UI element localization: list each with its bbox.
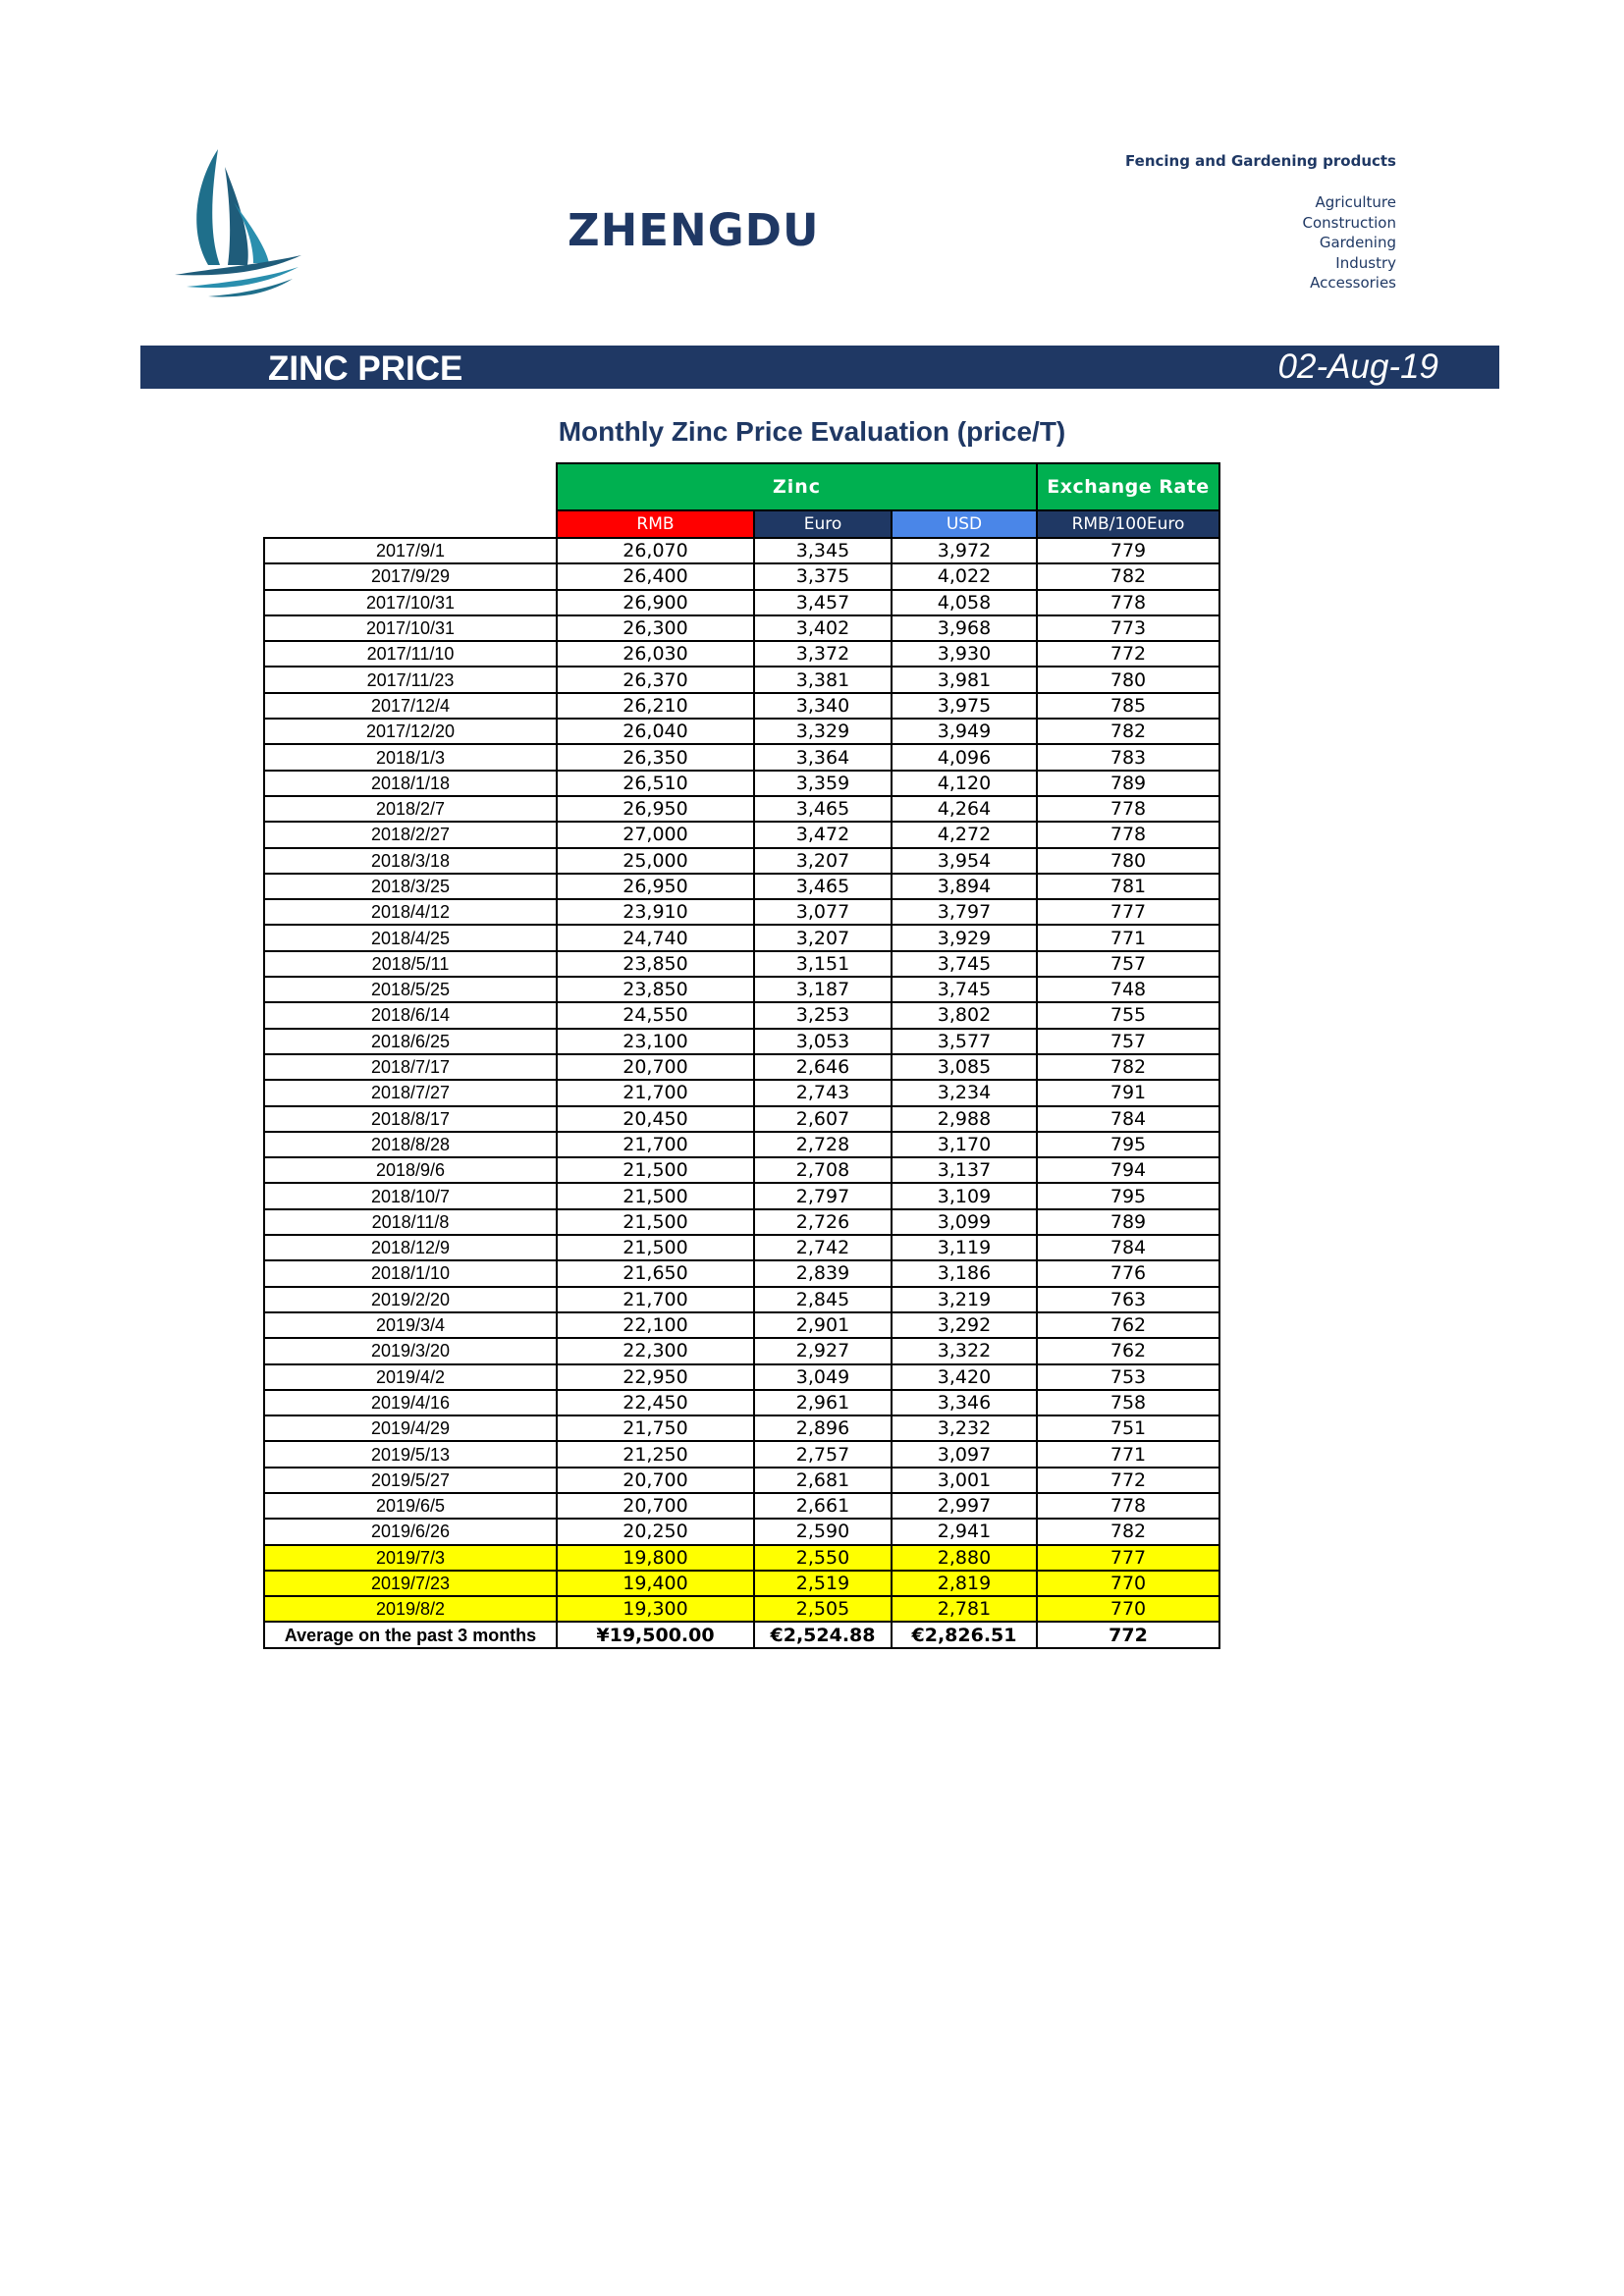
table-row bbox=[264, 1183, 1219, 1208]
cell-rate: 757 bbox=[1037, 951, 1219, 977]
cell-euro: 2,845 bbox=[754, 1287, 892, 1312]
cell-rate: 783 bbox=[1037, 744, 1219, 770]
cell-rate: 782 bbox=[1037, 563, 1219, 589]
table-row bbox=[264, 796, 1219, 822]
cell-usd: 3,085 bbox=[892, 1054, 1037, 1080]
table-row bbox=[264, 693, 1219, 719]
cell-usd: 3,170 bbox=[892, 1132, 1037, 1157]
cell-rate: 784 bbox=[1037, 1106, 1219, 1132]
cell-date: 2019/6/26 bbox=[264, 1519, 557, 1544]
cell-usd: 3,322 bbox=[892, 1338, 1037, 1363]
cell-euro: 2,661 bbox=[754, 1493, 892, 1519]
cell-rmb: 26,900 bbox=[557, 590, 754, 615]
table-row bbox=[264, 1132, 1219, 1157]
cell-rmb: 26,950 bbox=[557, 796, 754, 822]
cell-usd: 3,968 bbox=[892, 615, 1037, 641]
cell-rate: 794 bbox=[1037, 1157, 1219, 1183]
cell-usd: 3,186 bbox=[892, 1260, 1037, 1286]
cell-euro: 2,681 bbox=[754, 1468, 892, 1493]
cell-date: 2018/2/27 bbox=[264, 822, 557, 847]
cell-rate: 778 bbox=[1037, 590, 1219, 615]
cell-euro: 3,187 bbox=[754, 977, 892, 1002]
title-banner bbox=[140, 346, 1499, 389]
tagline: Fencing and Gardening products bbox=[1125, 152, 1396, 170]
cell-rmb: 22,450 bbox=[557, 1390, 754, 1415]
cell-usd: 3,109 bbox=[892, 1183, 1037, 1208]
cell-usd: 4,022 bbox=[892, 563, 1037, 589]
cell-rate: 762 bbox=[1037, 1338, 1219, 1363]
cell-rate: 771 bbox=[1037, 925, 1219, 950]
table-row bbox=[264, 719, 1219, 744]
cell-rmb: 26,400 bbox=[557, 563, 754, 589]
cell-rmb: 24,550 bbox=[557, 1002, 754, 1028]
average-rmb: ¥19,500.00 bbox=[557, 1622, 754, 1647]
table-row bbox=[264, 1312, 1219, 1338]
cell-euro: 3,077 bbox=[754, 899, 892, 925]
cell-rate: 751 bbox=[1037, 1415, 1219, 1441]
cell-rate: 770 bbox=[1037, 1596, 1219, 1622]
cell-euro: 3,340 bbox=[754, 693, 892, 719]
table-row bbox=[264, 563, 1219, 589]
cell-usd: 3,930 bbox=[892, 641, 1037, 667]
cell-usd: 3,802 bbox=[892, 1002, 1037, 1028]
cell-date: 2019/5/13 bbox=[264, 1441, 557, 1467]
cell-date: 2018/2/7 bbox=[264, 796, 557, 822]
table-row bbox=[264, 590, 1219, 615]
cell-rate: 772 bbox=[1037, 1468, 1219, 1493]
cell-euro: 2,742 bbox=[754, 1235, 892, 1260]
category-item: Agriculture bbox=[1315, 193, 1396, 211]
cell-usd: 4,120 bbox=[892, 771, 1037, 796]
column-header-rmb: RMB bbox=[557, 510, 754, 538]
cell-rmb: 23,850 bbox=[557, 951, 754, 977]
cell-rmb: 23,100 bbox=[557, 1029, 754, 1054]
cell-rmb: 26,370 bbox=[557, 667, 754, 692]
table-row bbox=[264, 1157, 1219, 1183]
table-row bbox=[264, 1106, 1219, 1132]
cell-rmb: 26,350 bbox=[557, 744, 754, 770]
cell-euro: 3,372 bbox=[754, 641, 892, 667]
cell-euro: 3,329 bbox=[754, 719, 892, 744]
cell-rmb: 20,450 bbox=[557, 1106, 754, 1132]
cell-euro: 2,607 bbox=[754, 1106, 892, 1132]
table-row bbox=[264, 1235, 1219, 1260]
table-row bbox=[264, 1260, 1219, 1286]
cell-usd: 3,972 bbox=[892, 538, 1037, 563]
cell-date: 2018/7/27 bbox=[264, 1080, 557, 1105]
exchange-rate-header: Exchange Rate bbox=[1037, 463, 1219, 510]
table-row bbox=[264, 1080, 1219, 1105]
average-row bbox=[264, 1622, 1219, 1647]
average-euro: €2,524.88 bbox=[754, 1622, 892, 1647]
cell-rmb: 25,000 bbox=[557, 848, 754, 874]
cell-rate: 771 bbox=[1037, 1441, 1219, 1467]
average-usd: €2,826.51 bbox=[892, 1622, 1037, 1647]
cell-date: 2019/3/20 bbox=[264, 1338, 557, 1363]
table-row bbox=[264, 1390, 1219, 1415]
cell-usd: 3,232 bbox=[892, 1415, 1037, 1441]
table-row bbox=[264, 1441, 1219, 1467]
sailboat-logo-icon bbox=[169, 149, 316, 298]
cell-rmb: 26,210 bbox=[557, 693, 754, 719]
cell-date: 2018/8/17 bbox=[264, 1106, 557, 1132]
cell-date: 2018/9/6 bbox=[264, 1157, 557, 1183]
blank-corner bbox=[264, 510, 557, 538]
cell-rmb: 22,100 bbox=[557, 1312, 754, 1338]
cell-usd: 4,058 bbox=[892, 590, 1037, 615]
cell-date: 2018/4/12 bbox=[264, 899, 557, 925]
cell-rmb: 19,800 bbox=[557, 1545, 754, 1571]
cell-date: 2018/6/25 bbox=[264, 1029, 557, 1054]
cell-rmb: 21,650 bbox=[557, 1260, 754, 1286]
cell-euro: 2,961 bbox=[754, 1390, 892, 1415]
cell-date: 2018/1/18 bbox=[264, 771, 557, 796]
column-header-usd: USD bbox=[892, 510, 1037, 538]
cell-euro: 3,375 bbox=[754, 563, 892, 589]
brand-name: ZHENGDU bbox=[568, 204, 820, 256]
cell-rate: 784 bbox=[1037, 1235, 1219, 1260]
cell-rmb: 21,700 bbox=[557, 1080, 754, 1105]
table-row bbox=[264, 925, 1219, 950]
table-row bbox=[264, 1468, 1219, 1493]
cell-date: 2019/2/20 bbox=[264, 1287, 557, 1312]
cell-rate: 795 bbox=[1037, 1132, 1219, 1157]
cell-date: 2019/6/5 bbox=[264, 1493, 557, 1519]
cell-euro: 3,364 bbox=[754, 744, 892, 770]
cell-usd: 3,099 bbox=[892, 1209, 1037, 1235]
cell-usd: 2,880 bbox=[892, 1545, 1037, 1571]
category-item: Gardening bbox=[1319, 234, 1396, 251]
banner-title: ZINC PRICE bbox=[268, 349, 463, 388]
table-row bbox=[264, 538, 1219, 563]
cell-euro: 2,708 bbox=[754, 1157, 892, 1183]
cell-usd: 3,929 bbox=[892, 925, 1037, 950]
cell-date: 2019/8/2 bbox=[264, 1596, 557, 1622]
cell-rate: 777 bbox=[1037, 899, 1219, 925]
table-row bbox=[264, 1054, 1219, 1080]
cell-rate: 773 bbox=[1037, 615, 1219, 641]
cell-usd: 2,819 bbox=[892, 1571, 1037, 1596]
cell-rmb: 24,740 bbox=[557, 925, 754, 950]
table-subtitle: Monthly Zinc Price Evaluation (price/T) bbox=[558, 416, 1066, 447]
cell-date: 2018/1/3 bbox=[264, 744, 557, 770]
cell-euro: 2,743 bbox=[754, 1080, 892, 1105]
category-item: Accessories bbox=[1310, 274, 1396, 292]
cell-usd: 3,001 bbox=[892, 1468, 1037, 1493]
cell-rate: 778 bbox=[1037, 822, 1219, 847]
cell-euro: 3,207 bbox=[754, 848, 892, 874]
cell-date: 2018/5/11 bbox=[264, 951, 557, 977]
cell-rmb: 21,500 bbox=[557, 1157, 754, 1183]
cell-date: 2017/11/10 bbox=[264, 641, 557, 667]
cell-euro: 3,151 bbox=[754, 951, 892, 977]
cell-rate: 791 bbox=[1037, 1080, 1219, 1105]
cell-usd: 2,988 bbox=[892, 1106, 1037, 1132]
cell-usd: 4,272 bbox=[892, 822, 1037, 847]
cell-euro: 3,457 bbox=[754, 590, 892, 615]
cell-date: 2017/9/1 bbox=[264, 538, 557, 563]
table-row bbox=[264, 1209, 1219, 1235]
cell-rate: 758 bbox=[1037, 1390, 1219, 1415]
cell-euro: 3,253 bbox=[754, 1002, 892, 1028]
cell-rate: 782 bbox=[1037, 1519, 1219, 1544]
cell-rate: 785 bbox=[1037, 693, 1219, 719]
cell-rate: 778 bbox=[1037, 796, 1219, 822]
cell-rmb: 23,850 bbox=[557, 977, 754, 1002]
cell-date: 2017/12/4 bbox=[264, 693, 557, 719]
cell-date: 2018/1/10 bbox=[264, 1260, 557, 1286]
cell-euro: 2,646 bbox=[754, 1054, 892, 1080]
cell-rate: 781 bbox=[1037, 874, 1219, 899]
cell-date: 2018/6/14 bbox=[264, 1002, 557, 1028]
table-row bbox=[264, 1596, 1219, 1622]
table-row bbox=[264, 1545, 1219, 1571]
table-row bbox=[264, 1519, 1219, 1544]
cell-euro: 3,465 bbox=[754, 796, 892, 822]
cell-euro: 3,402 bbox=[754, 615, 892, 641]
cell-euro: 2,519 bbox=[754, 1571, 892, 1596]
cell-euro: 2,550 bbox=[754, 1545, 892, 1571]
table-row bbox=[264, 1493, 1219, 1519]
cell-rmb: 20,700 bbox=[557, 1468, 754, 1493]
table-row bbox=[264, 1364, 1219, 1390]
cell-date: 2018/11/8 bbox=[264, 1209, 557, 1235]
cell-rmb: 27,000 bbox=[557, 822, 754, 847]
table-row bbox=[264, 1287, 1219, 1312]
zinc-price-table bbox=[263, 462, 1220, 1649]
blank-corner bbox=[264, 463, 557, 510]
cell-rmb: 26,040 bbox=[557, 719, 754, 744]
cell-usd: 3,097 bbox=[892, 1441, 1037, 1467]
cell-date: 2019/7/3 bbox=[264, 1545, 557, 1571]
cell-euro: 3,049 bbox=[754, 1364, 892, 1390]
cell-date: 2017/10/31 bbox=[264, 615, 557, 641]
cell-rate: 757 bbox=[1037, 1029, 1219, 1054]
cell-euro: 3,053 bbox=[754, 1029, 892, 1054]
cell-date: 2018/3/18 bbox=[264, 848, 557, 874]
table-row bbox=[264, 1029, 1219, 1054]
cell-euro: 3,465 bbox=[754, 874, 892, 899]
cell-rmb: 19,400 bbox=[557, 1571, 754, 1596]
cell-euro: 2,590 bbox=[754, 1519, 892, 1544]
cell-date: 2018/12/9 bbox=[264, 1235, 557, 1260]
cell-euro: 2,757 bbox=[754, 1441, 892, 1467]
table-row bbox=[264, 977, 1219, 1002]
cell-rate: 778 bbox=[1037, 1493, 1219, 1519]
cell-rate: 755 bbox=[1037, 1002, 1219, 1028]
cell-usd: 4,264 bbox=[892, 796, 1037, 822]
cell-rmb: 23,910 bbox=[557, 899, 754, 925]
cell-usd: 3,219 bbox=[892, 1287, 1037, 1312]
cell-rate: 782 bbox=[1037, 719, 1219, 744]
table-row bbox=[264, 1415, 1219, 1441]
cell-rmb: 20,250 bbox=[557, 1519, 754, 1544]
table-row bbox=[264, 1338, 1219, 1363]
cell-date: 2018/5/25 bbox=[264, 977, 557, 1002]
cell-date: 2018/3/25 bbox=[264, 874, 557, 899]
cell-rate: 780 bbox=[1037, 848, 1219, 874]
table-row bbox=[264, 667, 1219, 692]
cell-usd: 3,745 bbox=[892, 977, 1037, 1002]
cell-rmb: 19,300 bbox=[557, 1596, 754, 1622]
cell-rmb: 21,500 bbox=[557, 1235, 754, 1260]
cell-euro: 2,839 bbox=[754, 1260, 892, 1286]
banner-date: 02-Aug-19 bbox=[1277, 347, 1438, 386]
column-header-rate: RMB/100Euro bbox=[1037, 510, 1219, 538]
cell-euro: 3,472 bbox=[754, 822, 892, 847]
category-item: Construction bbox=[1302, 213, 1396, 232]
cell-rate: 762 bbox=[1037, 1312, 1219, 1338]
cell-euro: 2,505 bbox=[754, 1596, 892, 1622]
cell-usd: 3,346 bbox=[892, 1390, 1037, 1415]
cell-rmb: 21,700 bbox=[557, 1132, 754, 1157]
cell-date: 2019/7/23 bbox=[264, 1571, 557, 1596]
cell-date: 2019/4/16 bbox=[264, 1390, 557, 1415]
cell-usd: 2,941 bbox=[892, 1519, 1037, 1544]
cell-date: 2018/7/17 bbox=[264, 1054, 557, 1080]
table-row bbox=[264, 874, 1219, 899]
cell-rate: 782 bbox=[1037, 1054, 1219, 1080]
cell-rmb: 21,250 bbox=[557, 1441, 754, 1467]
cell-euro: 3,345 bbox=[754, 538, 892, 563]
column-header-euro: Euro bbox=[754, 510, 892, 538]
average-rate: 772 bbox=[1037, 1622, 1219, 1647]
cell-date: 2017/9/29 bbox=[264, 563, 557, 589]
cell-euro: 2,927 bbox=[754, 1338, 892, 1363]
cell-usd: 3,234 bbox=[892, 1080, 1037, 1105]
cell-rate: 748 bbox=[1037, 977, 1219, 1002]
cell-rmb: 21,500 bbox=[557, 1209, 754, 1235]
cell-euro: 2,728 bbox=[754, 1132, 892, 1157]
cell-date: 2019/3/4 bbox=[264, 1312, 557, 1338]
cell-usd: 3,577 bbox=[892, 1029, 1037, 1054]
cell-rate: 780 bbox=[1037, 667, 1219, 692]
cell-rmb: 26,070 bbox=[557, 538, 754, 563]
cell-euro: 3,207 bbox=[754, 925, 892, 950]
table-row bbox=[264, 1571, 1219, 1596]
cell-euro: 2,726 bbox=[754, 1209, 892, 1235]
average-label: Average on the past 3 months bbox=[264, 1622, 557, 1647]
cell-euro: 2,896 bbox=[754, 1415, 892, 1441]
cell-rmb: 22,300 bbox=[557, 1338, 754, 1363]
cell-rate: 770 bbox=[1037, 1571, 1219, 1596]
cell-rmb: 20,700 bbox=[557, 1054, 754, 1080]
cell-usd: 3,894 bbox=[892, 874, 1037, 899]
table-row bbox=[264, 848, 1219, 874]
cell-euro: 2,797 bbox=[754, 1183, 892, 1208]
cell-rmb: 26,510 bbox=[557, 771, 754, 796]
category-list bbox=[1302, 192, 1396, 294]
cell-euro: 3,359 bbox=[754, 771, 892, 796]
cell-date: 2018/10/7 bbox=[264, 1183, 557, 1208]
cell-usd: 4,096 bbox=[892, 744, 1037, 770]
cell-euro: 3,381 bbox=[754, 667, 892, 692]
table-row bbox=[264, 951, 1219, 977]
cell-rmb: 26,300 bbox=[557, 615, 754, 641]
table-row bbox=[264, 899, 1219, 925]
cell-rmb: 21,750 bbox=[557, 1415, 754, 1441]
cell-usd: 2,997 bbox=[892, 1493, 1037, 1519]
cell-usd: 3,745 bbox=[892, 951, 1037, 977]
cell-usd: 3,949 bbox=[892, 719, 1037, 744]
cell-usd: 3,292 bbox=[892, 1312, 1037, 1338]
cell-usd: 3,420 bbox=[892, 1364, 1037, 1390]
cell-usd: 3,797 bbox=[892, 899, 1037, 925]
cell-rmb: 21,700 bbox=[557, 1287, 754, 1312]
zinc-group-header: Zinc bbox=[557, 463, 1037, 510]
cell-rate: 789 bbox=[1037, 771, 1219, 796]
cell-rate: 795 bbox=[1037, 1183, 1219, 1208]
cell-date: 2019/4/29 bbox=[264, 1415, 557, 1441]
table-row bbox=[264, 641, 1219, 667]
cell-date: 2018/4/25 bbox=[264, 925, 557, 950]
cell-rate: 753 bbox=[1037, 1364, 1219, 1390]
cell-rate: 763 bbox=[1037, 1287, 1219, 1312]
category-item: Industry bbox=[1335, 253, 1396, 272]
cell-date: 2017/12/20 bbox=[264, 719, 557, 744]
table-row bbox=[264, 744, 1219, 770]
table-row bbox=[264, 615, 1219, 641]
cell-usd: 2,781 bbox=[892, 1596, 1037, 1622]
cell-usd: 3,954 bbox=[892, 848, 1037, 874]
table-row bbox=[264, 822, 1219, 847]
cell-date: 2017/10/31 bbox=[264, 590, 557, 615]
cell-date: 2018/8/28 bbox=[264, 1132, 557, 1157]
cell-rate: 789 bbox=[1037, 1209, 1219, 1235]
cell-rmb: 26,950 bbox=[557, 874, 754, 899]
cell-date: 2017/11/23 bbox=[264, 667, 557, 692]
cell-rmb: 21,500 bbox=[557, 1183, 754, 1208]
cell-rmb: 20,700 bbox=[557, 1493, 754, 1519]
cell-rate: 777 bbox=[1037, 1545, 1219, 1571]
cell-usd: 3,975 bbox=[892, 693, 1037, 719]
cell-rmb: 22,950 bbox=[557, 1364, 754, 1390]
cell-rate: 779 bbox=[1037, 538, 1219, 563]
cell-usd: 3,119 bbox=[892, 1235, 1037, 1260]
cell-date: 2019/5/27 bbox=[264, 1468, 557, 1493]
table-row bbox=[264, 771, 1219, 796]
cell-date: 2019/4/2 bbox=[264, 1364, 557, 1390]
cell-usd: 3,981 bbox=[892, 667, 1037, 692]
table-row bbox=[264, 1002, 1219, 1028]
cell-usd: 3,137 bbox=[892, 1157, 1037, 1183]
cell-rmb: 26,030 bbox=[557, 641, 754, 667]
cell-euro: 2,901 bbox=[754, 1312, 892, 1338]
cell-rate: 772 bbox=[1037, 641, 1219, 667]
cell-rate: 776 bbox=[1037, 1260, 1219, 1286]
